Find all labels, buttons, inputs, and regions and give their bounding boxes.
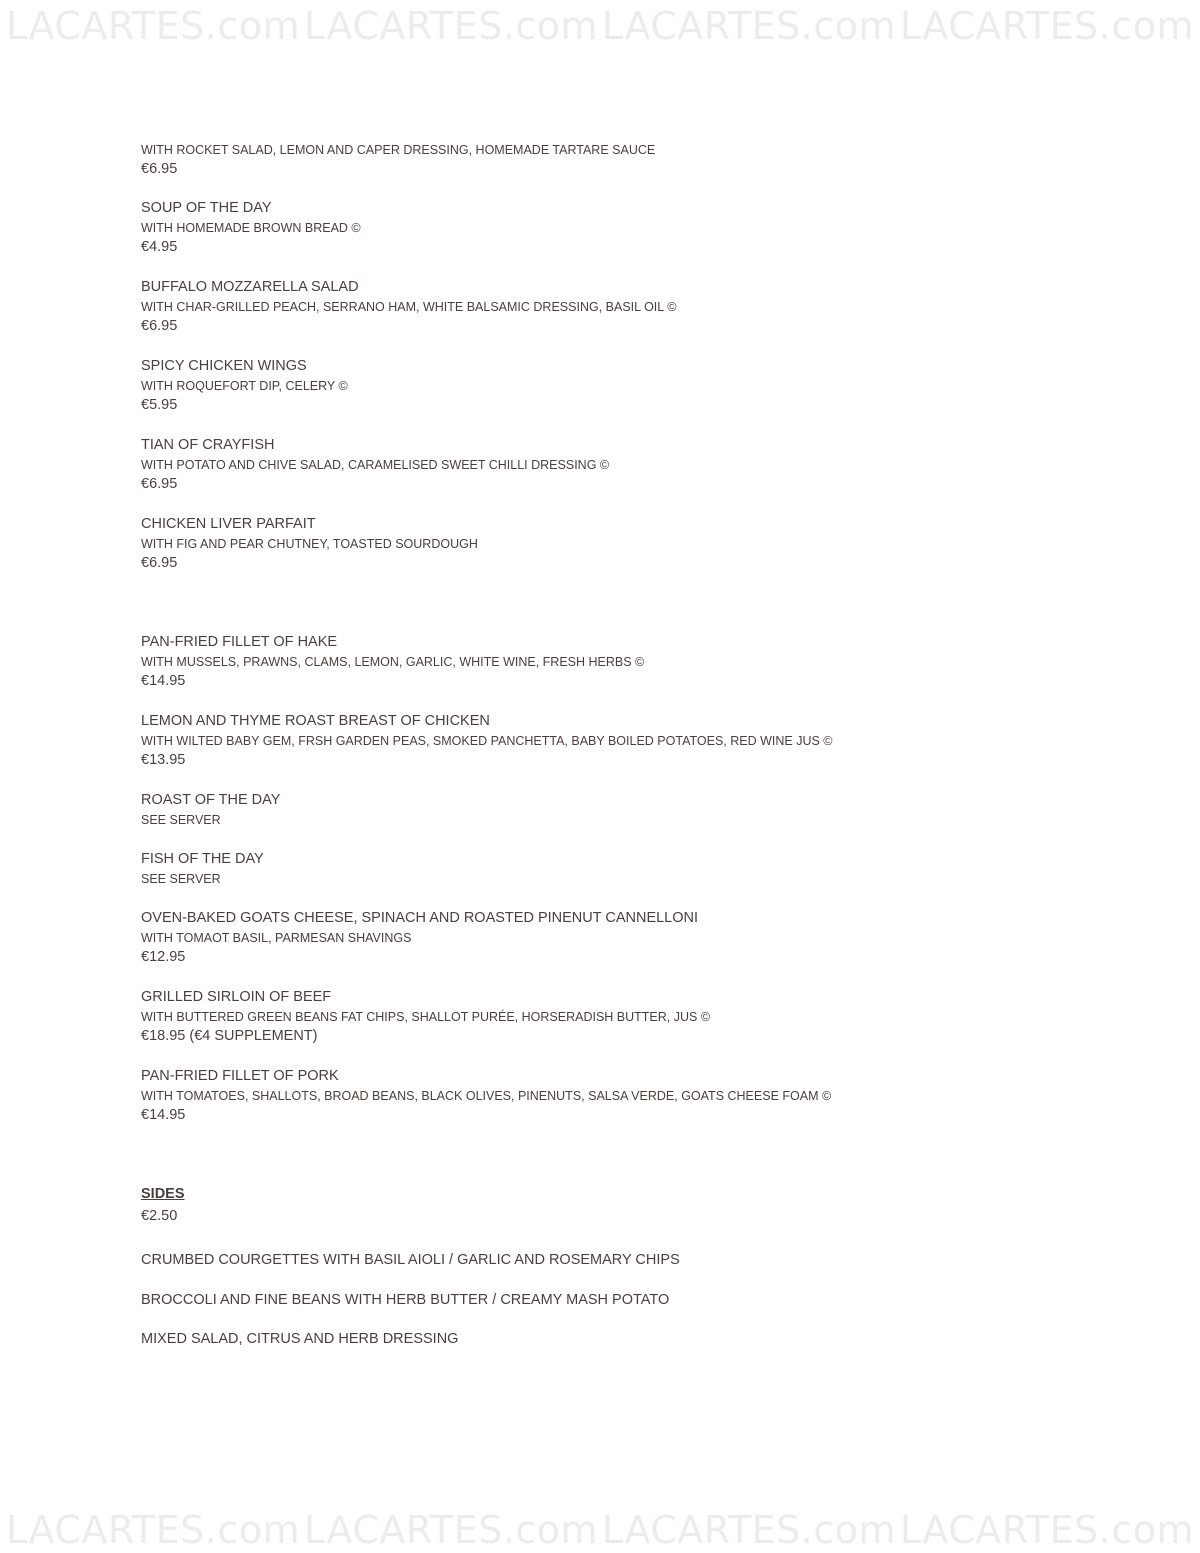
item-title: FISH OF THE DAY <box>141 851 264 867</box>
watermark-text: LACARTES.com <box>6 1508 301 1552</box>
item-price: €6.95 <box>141 476 178 492</box>
item-title: PAN-FRIED FILLET OF PORK <box>141 1068 339 1084</box>
menu-item <box>141 908 698 967</box>
watermark-text: LACARTES.com <box>899 1508 1194 1552</box>
item-description: WITH WILTED BABY GEM, FRSH GARDEN PEAS, SMOKED PANCHETTA, BABY BOILED POTATOES, RED WINE JUS © <box>141 734 833 748</box>
item-title: BUFFALO MOZZARELLA SALAD <box>141 279 359 295</box>
item-price: €12.95 <box>141 949 186 965</box>
side-item: MIXED SALAD, CITRUS AND HERB DRESSING <box>141 1331 459 1347</box>
item-title: PAN-FRIED FILLET OF HAKE <box>141 634 338 650</box>
item-description: WITH BUTTERED GREEN BEANS FAT CHIPS, SHALLOT PURÉE, HORSERADISH BUTTER, JUS © <box>141 1010 711 1024</box>
item-description: WITH TOMATOES, SHALLOTS, BROAD BEANS, BLACK OLIVES, PINENUTS, SALSA VERDE, GOATS CHEESE FOAM © <box>141 1089 832 1103</box>
item-price: €18.95 (€4 SUPPLEMENT) <box>141 1028 318 1044</box>
item-price: €13.95 <box>141 752 186 768</box>
menu-item <box>141 711 833 770</box>
item-title: OVEN-BAKED GOATS CHEESE, SPINACH AND ROASTED PINENUT CANNELLONI <box>141 910 699 926</box>
menu-item <box>141 514 478 573</box>
item-price: €6.95 <box>141 555 178 571</box>
item-description: WITH HOMEMADE BROWN BREAD © <box>141 221 361 235</box>
sides-heading: SIDES <box>141 1186 185 1202</box>
menu-item <box>141 987 710 1046</box>
item-title: SPICY CHICKEN WINGS <box>141 358 307 374</box>
menu-item <box>141 356 348 415</box>
item-description: SEE SERVER <box>141 813 221 827</box>
item-description: WITH FIG AND PEAR CHUTNEY, TOASTED SOURDOUGH <box>141 537 478 551</box>
watermark-text: LACARTES.com <box>601 1508 897 1552</box>
item-title: SOUP OF THE DAY <box>141 200 272 216</box>
watermark-bottom <box>0 1508 1200 1552</box>
item-price: €6.95 <box>141 161 178 177</box>
item-title: GRILLED SIRLOIN OF BEEF <box>141 989 332 1005</box>
watermark-text: LACARTES.com <box>303 1508 599 1552</box>
item-description: WITH ROCKET SALAD, LEMON AND CAPER DRESSING, HOMEMADE TARTARE SAUCE <box>141 143 656 157</box>
watermark-top <box>0 4 1200 48</box>
item-price: €4.95 <box>141 239 178 255</box>
item-title: TIAN OF CRAYFISH <box>141 437 275 453</box>
watermark-text: LACARTES.com <box>303 4 599 48</box>
menu-item <box>141 277 676 336</box>
watermark-text: LACARTES.com <box>601 4 897 48</box>
menu-item <box>141 849 264 889</box>
item-price: €6.95 <box>141 318 178 334</box>
item-description: WITH MUSSELS, PRAWNS, CLAMS, LEMON, GARLIC, WHITE WINE, FRESH HERBS © <box>141 655 645 669</box>
item-description: WITH POTATO AND CHIVE SALAD, CARAMELISED SWEET CHILLI DRESSING © <box>141 458 610 472</box>
sides-section <box>141 1184 185 1226</box>
menu-item <box>141 1066 831 1125</box>
watermark-text: LACARTES.com <box>6 4 301 48</box>
menu-item <box>141 632 644 691</box>
menu-item <box>141 790 280 830</box>
item-title: ROAST OF THE DAY <box>141 792 281 808</box>
item-title: LEMON AND THYME ROAST BREAST OF CHICKEN <box>141 713 490 729</box>
sides-price: €2.50 <box>141 1208 178 1224</box>
item-price: €14.95 <box>141 1107 186 1123</box>
item-description: WITH TOMAOT BASIL, PARMESAN SHAVINGS <box>141 931 412 945</box>
side-item: BROCCOLI AND FINE BEANS WITH HERB BUTTER / CREAMY MASH POTATO <box>141 1292 670 1308</box>
item-description: SEE SERVER <box>141 872 221 886</box>
menu-item <box>141 435 609 494</box>
side-item: CRUMBED COURGETTES WITH BASIL AIOLI / GARLIC AND ROSEMARY CHIPS <box>141 1252 680 1268</box>
item-description: WITH ROQUEFORT DIP, CELERY © <box>141 379 348 393</box>
menu-item-continued <box>141 140 655 179</box>
watermark-text: LACARTES.com <box>899 4 1194 48</box>
item-title: CHICKEN LIVER PARFAIT <box>141 516 316 532</box>
item-description: WITH CHAR-GRILLED PEACH, SERRANO HAM, WHITE BALSAMIC DRESSING, BASIL OIL © <box>141 300 677 314</box>
item-price: €14.95 <box>141 673 186 689</box>
item-price: €5.95 <box>141 397 178 413</box>
menu-item <box>141 198 361 257</box>
